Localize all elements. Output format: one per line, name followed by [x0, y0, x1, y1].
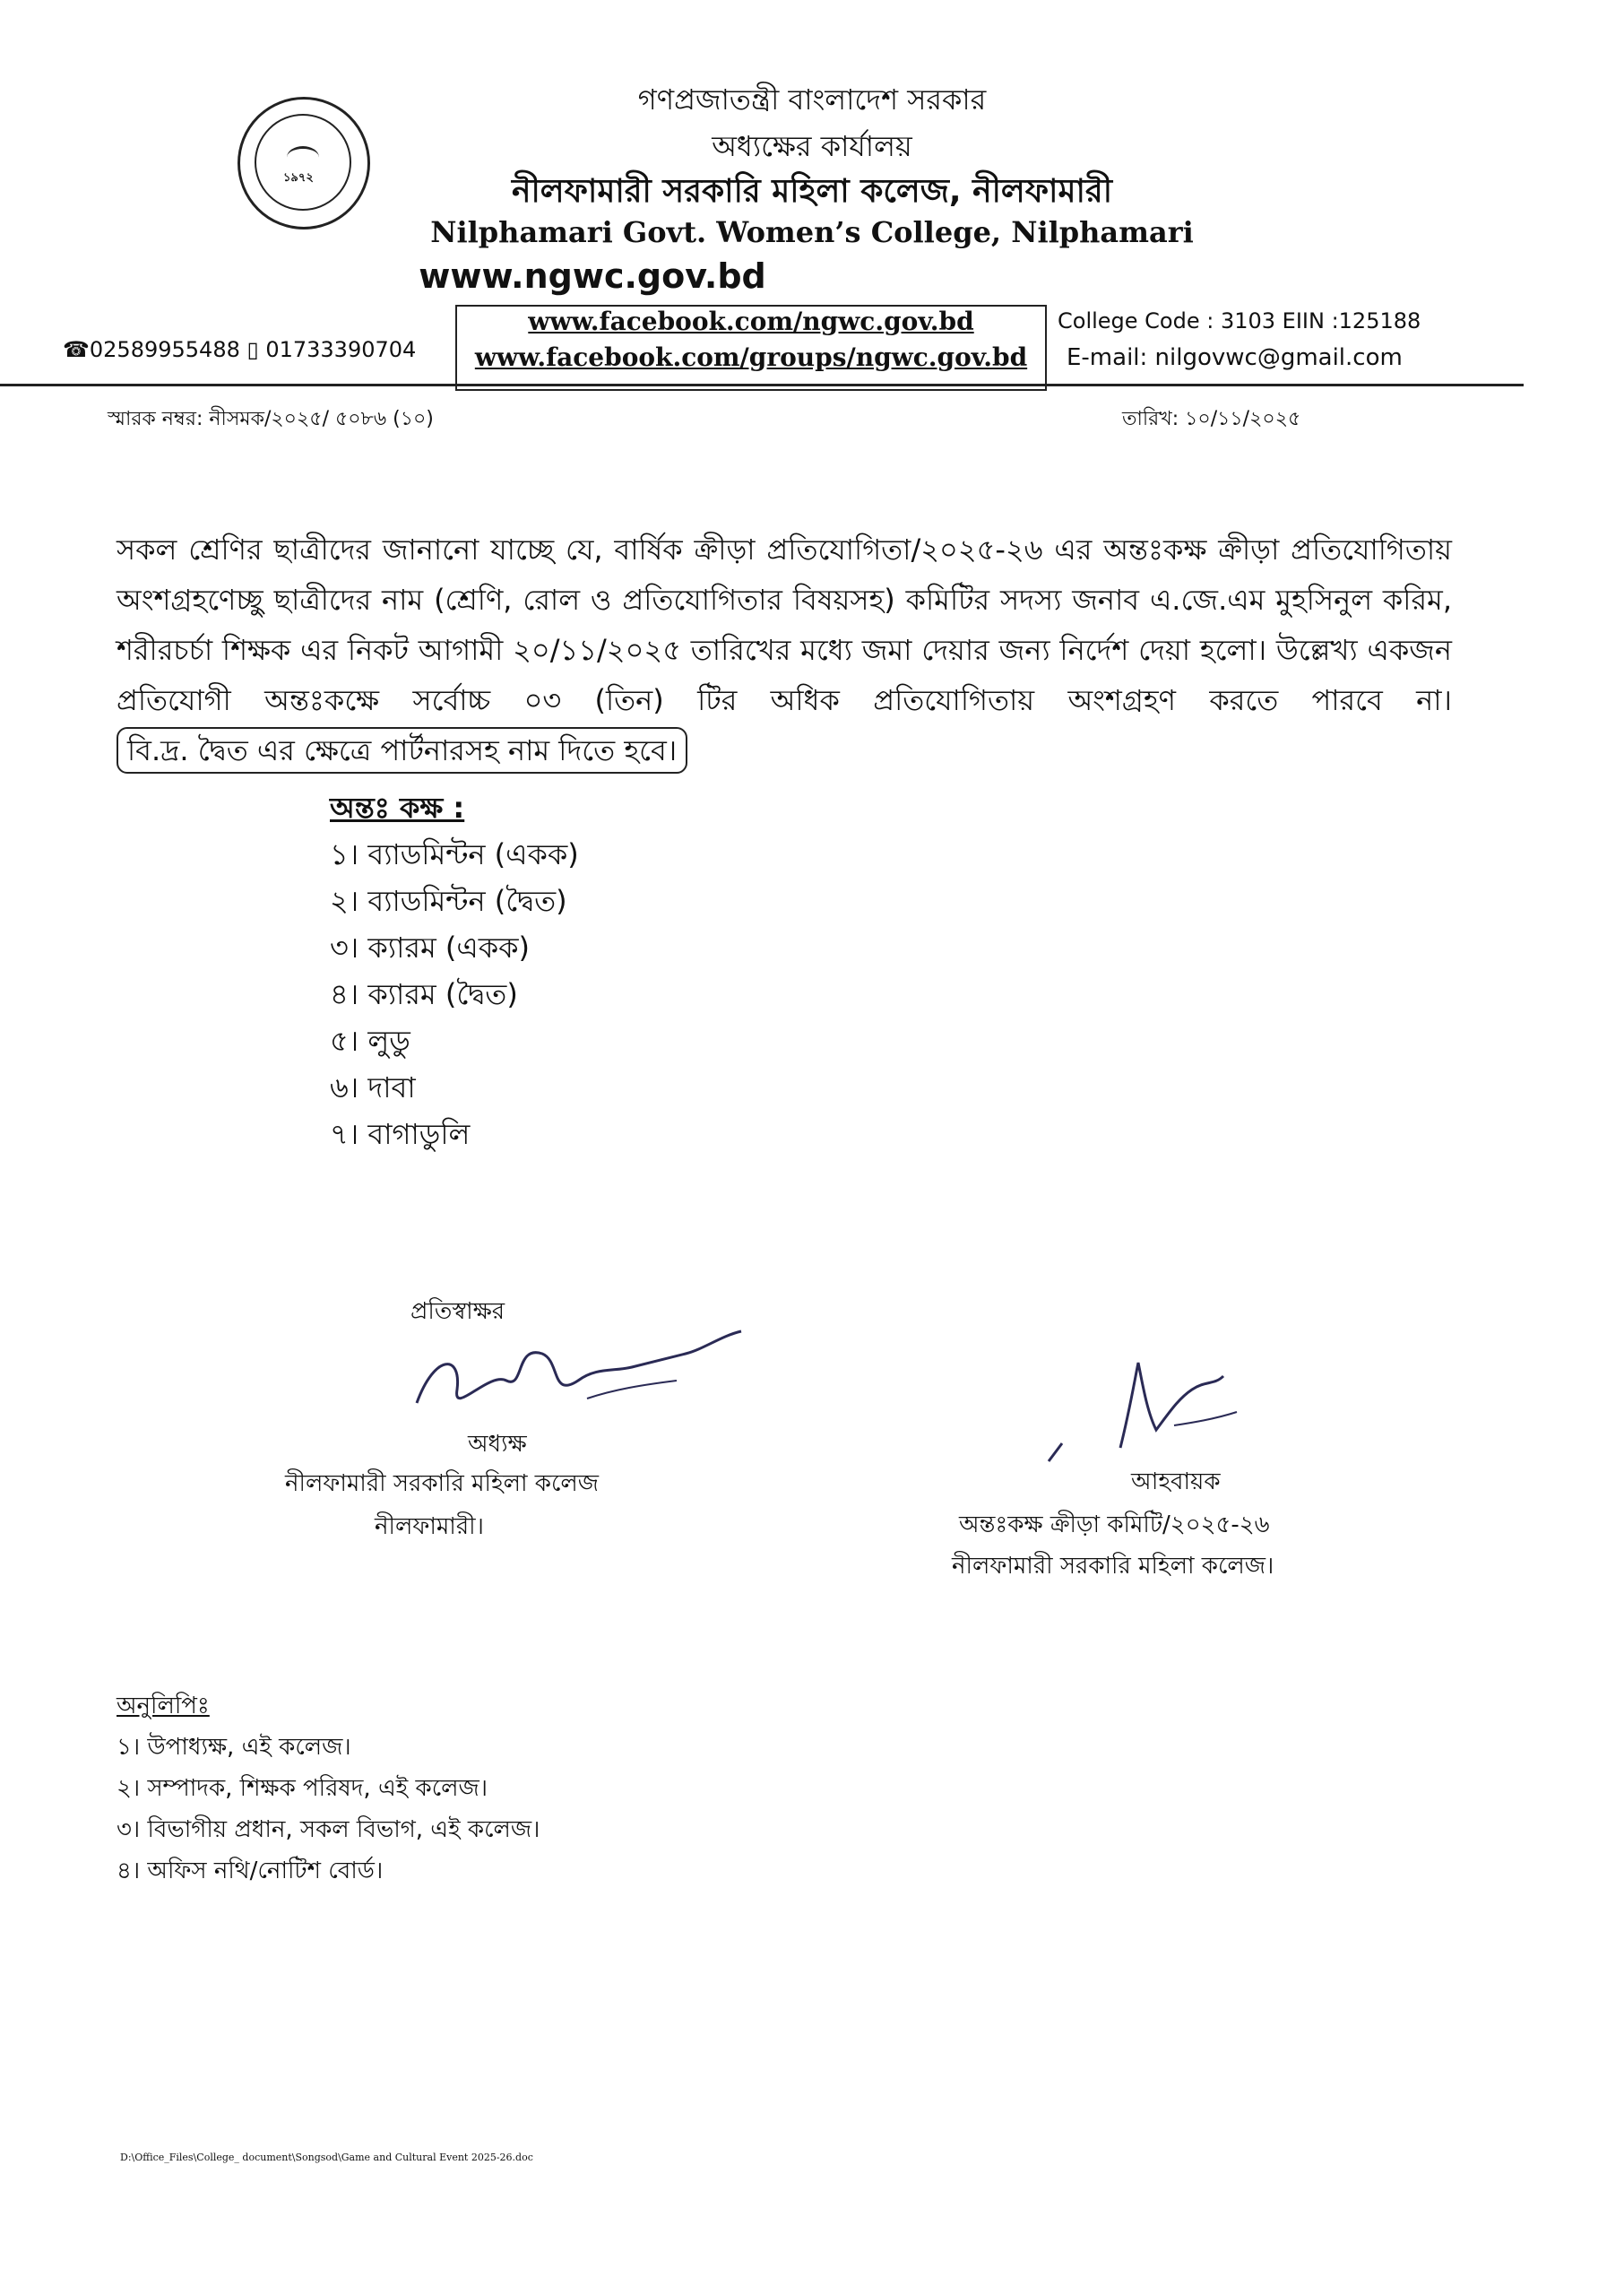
convener-signature [1022, 1349, 1291, 1475]
list-item: ৪। অফিস নথি/নোটিশ বোর্ড। [117, 1858, 384, 1884]
list-item: ৫। লুডু [330, 1024, 410, 1058]
memo-date: তারিখ: ১০/১১/২০২৫ [1122, 408, 1301, 430]
principal-signature [408, 1318, 748, 1434]
event-list [330, 784, 579, 1157]
copies-title: অনুলিপিঃ [117, 1693, 210, 1719]
government-title: গণপ্রজাতন্ত্রী বাংলাদেশ সরকার [637, 82, 987, 117]
header-divider [0, 384, 1524, 386]
notice-note: বি.দ্র. দ্বৈত এর ক্ষেত্রে পার্টনারসহ নাম দিতে হবে। [117, 727, 687, 774]
phone-numbers: ☎02589955488 ▯ 01733390704 [63, 337, 417, 362]
email-address[interactable]: E-mail: nilgovwc@gmail.com [1067, 344, 1403, 371]
event-list-title: অন্তঃ কক্ষ : [330, 791, 465, 825]
list-item: ২। ব্যাডমিন্টন (দ্বৈত) [330, 884, 567, 918]
facebook-links-box [455, 305, 1047, 391]
countersign-label: প্রতিস্বাক্ষর [410, 1298, 505, 1325]
list-item: ৬। দাবা [330, 1070, 416, 1104]
office-title: অধ্যক্ষের কার্যালয় [712, 129, 912, 163]
list-item: ৩। বিভাগীয় প্রধান, সকল বিভাগ, এই কলেজ। [117, 1816, 540, 1843]
facebook-group-link[interactable]: www.facebook.com/groups/ngwc.gov.bd [474, 342, 1028, 372]
memo-number: স্মারক নম্বর: নীসমক/২০২৫/ ৫০৮৬ (১০) [108, 408, 434, 430]
college-code: College Code : 3103 EIIN :125188 [1058, 308, 1421, 333]
list-item: ২। সম্পাদক, শিক্ষক পরিষদ, এই কলেজ। [117, 1775, 488, 1802]
convener-committee: অন্তঃকক্ষ ক্রীড়া কমিটি/২০২৫-২৬ [959, 1511, 1270, 1538]
notice-paragraph [117, 524, 1452, 775]
convener-organization: নীলফামারী সরকারি মহিলা কলেজ। [952, 1553, 1274, 1580]
list-item: ৭। বাগাডুলি [330, 1117, 471, 1151]
website-link[interactable]: www.ngwc.gov.bd [419, 256, 766, 296]
convener-title: আহবায়ক [1131, 1468, 1221, 1495]
copies-list [117, 1685, 540, 1892]
file-path-footer: D:\Office_Files\College_ document\Songsod\Game and Cultural Event 2025-26.doc [120, 2152, 533, 2163]
principal-title: অধ্যক্ষ [468, 1431, 527, 1458]
principal-place: নীলফামারী। [375, 1513, 484, 1540]
list-item: ৩। ক্যারম (একক) [330, 931, 530, 965]
college-name-bangla: নীলফামারী সরকারি মহিলা কলেজ, নীলফামারী [511, 173, 1113, 210]
college-name-english: Nilphamari Govt. Women’s College, Nilphamari [430, 215, 1194, 249]
list-item: ১। উপাধ্যক্ষ, এই কলেজ। [117, 1734, 351, 1761]
list-item: ১। ব্যাডমিন্টন (একক) [330, 837, 579, 871]
seal-year: ১৯৭২ [283, 171, 314, 185]
facebook-page-link[interactable]: www.facebook.com/ngwc.gov.bd [528, 307, 974, 336]
notice-text: সকল শ্রেণির ছাত্রীদের জানানো যাচ্ছে যে, বার্ষিক ক্রীড়া প্রতিযোগিতা/২০২৫-২৬ এর অন্তঃকক্ষ ক্রীড়া প্রতিযোগিতায় অংশগ্রহণেচ্ছু ছাত্রীদের নাম (শ্রেণি, রোল ও প্রতিযোগিতার বিষয়সহ) কমিটির সদস্য জনাব এ.জে.এম মুহসিনুল করিম, শরীরচর্চা শিক্ষক এর নিকট আগামী ২০/১১/২০২৫ তারিখের মধ্যে জমা দেয়ার জন্য নির্দেশ দেয়া হলো। উল্লেখ্য একজন প্রতিযোগী অন্তঃকক্ষে সর্বোচ্চ ০৩ (তিন) টির অধিক প্রতিযোগিতায় অংশগ্রহণ করতে পারবে না। [117, 533, 1452, 717]
list-item: ৪। ক্যারম (দ্বৈত) [330, 977, 518, 1011]
principal-organization: নীলফামারী সরকারি মহিলা কলেজ [285, 1470, 600, 1497]
